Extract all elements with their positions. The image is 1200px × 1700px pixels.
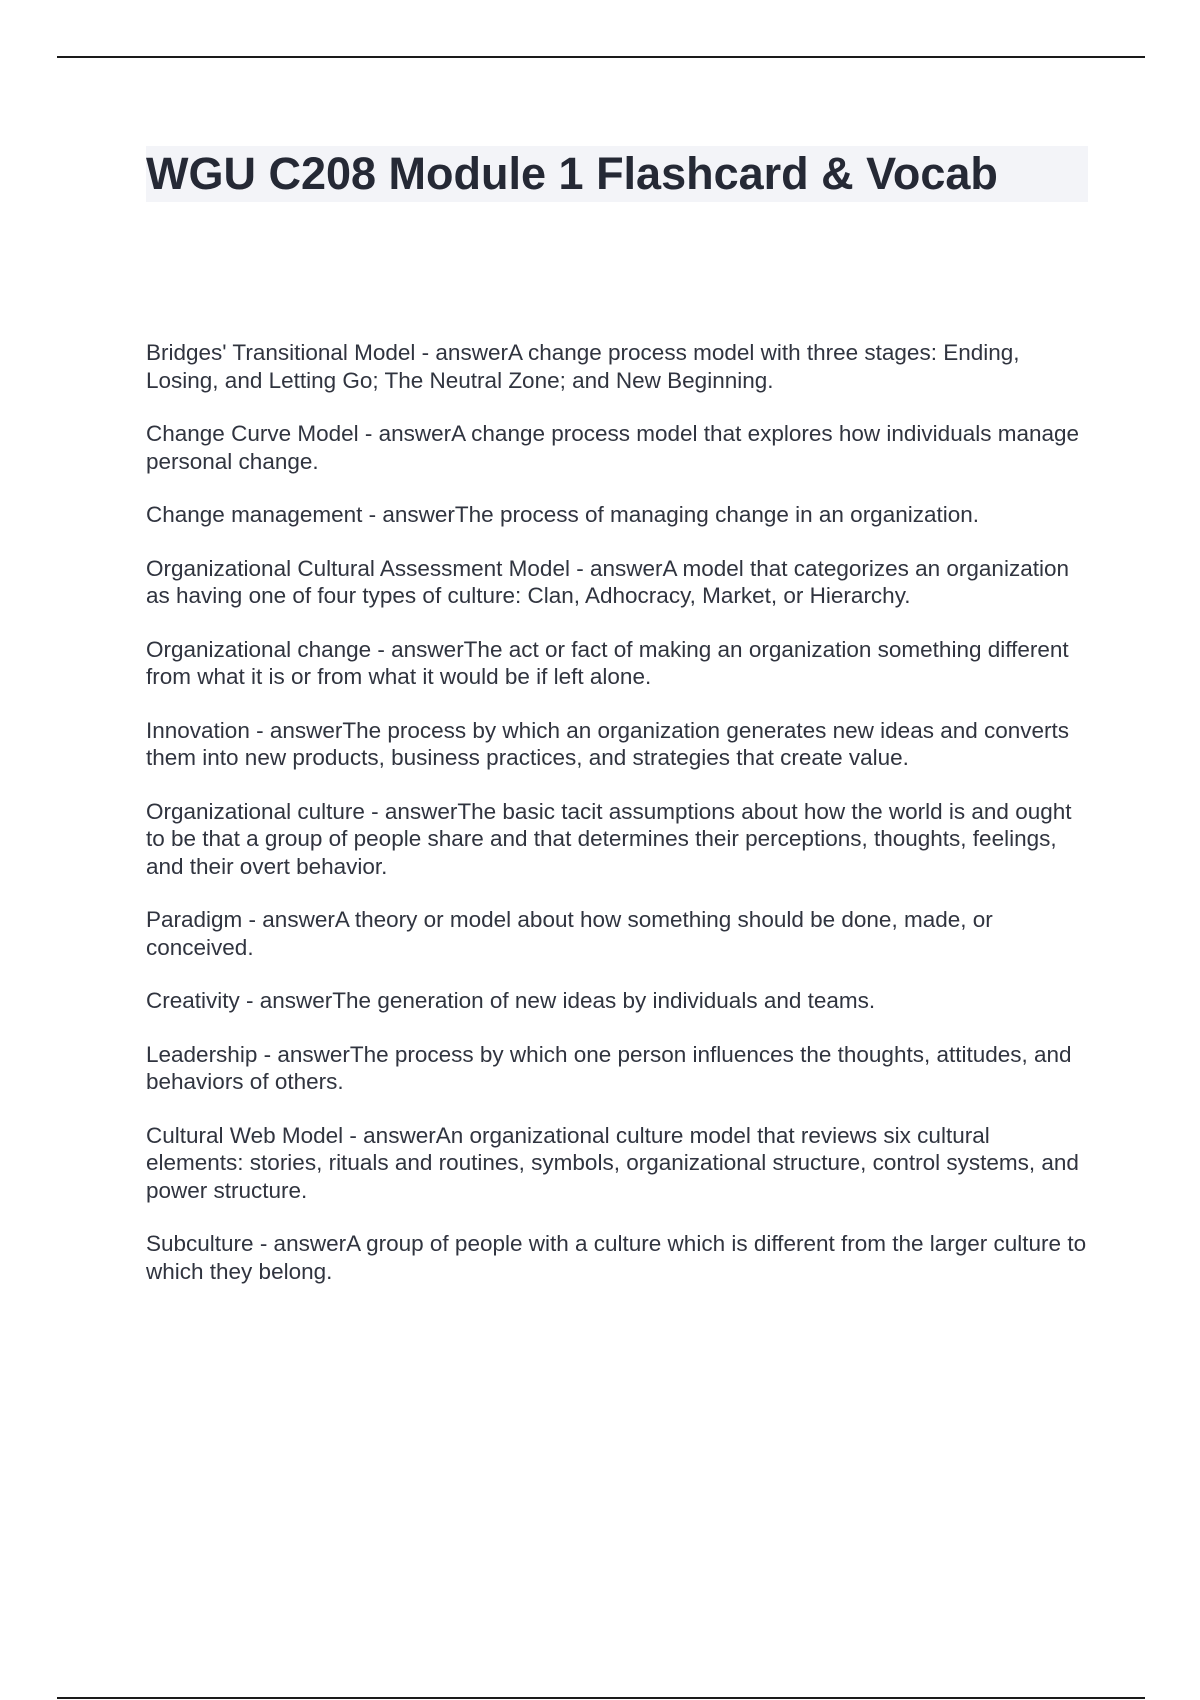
top-rule [57,56,1145,58]
document-title: WGU C208 Module 1 Flashcard & Vocab [146,148,998,199]
vocab-entry-organizational-cultural-assessment-model: Organizational Cultural Assessment Model - answerA model that categorizes an organization as having one of four types of culture: Clan, Adhocracy, Market, or Hierarchy. [146,555,1069,608]
vocab-entry-organizational-culture: Organizational culture - answerThe basic tacit assumptions about how the world is and ought to be that a group of people share and that determines their perceptions, thoughts, feelings, and their overt behavior. [146,798,1072,879]
vocab-entry-change-management: Change management - answerThe process of managing change in an organization. [146,502,980,527]
vocab-entry-cultural-web-model: Cultural Web Model - answerAn organizational culture model that reviews six cultural elements: stories, rituals and routines, symbols, organizational structure, control systems, and power structure. [146,1122,1079,1203]
vocab-entry-innovation: Innovation - answerThe process by which an organization generates new ideas and converts them into new products, business practices, and strategies that create value. [146,717,1070,770]
bottom-rule [57,1697,1145,1699]
vocab-entry-change-curve-model: Change Curve Model - answerA change process model that explores how individuals manage personal change. [146,421,1080,474]
vocab-entry-creativity: Creativity - answerThe generation of new ideas by individuals and teams. [146,988,876,1013]
vocab-entry-organizational-change: Organizational change - answerThe act or fact of making an organization something different from what it is or from what it would be if left alone. [146,636,1069,689]
vocab-list [146,339,1091,1311]
vocab-entry-leadership: Leadership - answerThe process by which one person influences the thoughts, attitudes, and behaviors of others. [146,1041,1072,1094]
vocab-entry-bridges-transitional-model: Bridges' Transitional Model - answerA change process model with three stages: Ending, Losing, and Letting Go; The Neutral Zone; and New Beginning. [146,340,1020,393]
vocab-entry-subculture: Subculture - answerA group of people with a culture which is different from the larger culture to which they belong. [146,1231,1087,1284]
vocab-entry-paradigm: Paradigm - answerA theory or model about how something should be done, made, or conceived. [146,907,993,960]
